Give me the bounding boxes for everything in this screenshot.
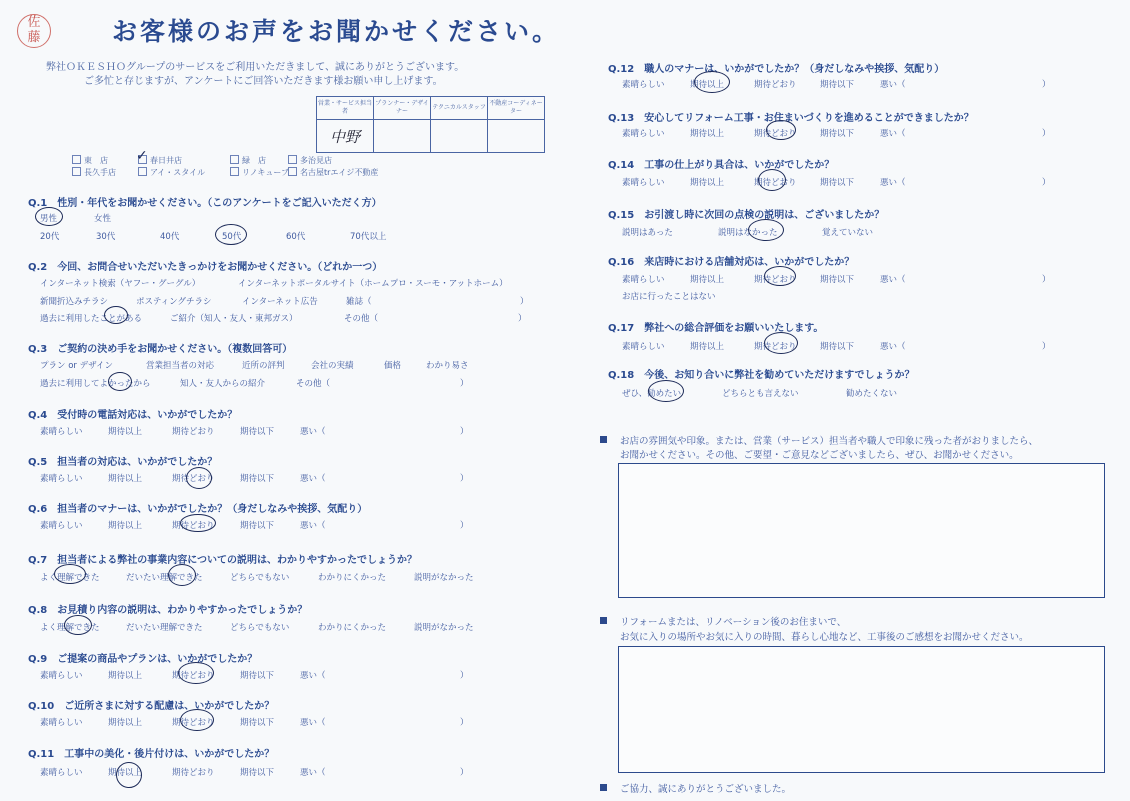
question-1: Q.1 性別・年代をお聞かせください。（このアンケートをご記入いただく方） (28, 198, 382, 209)
option-age[interactable]: 20代 (40, 232, 60, 242)
paren-close: ） (460, 474, 469, 484)
thanks-text: ご協力、誠にありがとうございました。 (620, 784, 792, 795)
option-flyer[interactable]: 新聞折込みチラシ (40, 297, 109, 307)
store-label: 多治見店 (300, 156, 332, 165)
rate-bad[interactable]: 悪い（ (300, 768, 326, 778)
rate-above[interactable]: 期待以上 (690, 129, 725, 139)
checkbox[interactable] (230, 155, 239, 164)
seal-stamp (17, 14, 51, 48)
store-label: 長久手店 (84, 168, 116, 177)
option-not-recommend[interactable]: 勧めたくない (846, 389, 898, 399)
intro-line-2: ご多忙と存じますが、アンケートにご回答いただきます様お願い申し上げます。 (84, 76, 443, 87)
rate-expected[interactable]: 期待どおり (172, 521, 215, 531)
question-4: Q.4 受付時の電話対応は、いかがでしたか？ (28, 410, 238, 421)
question-8: Q.8 お見積り内容の説明は、わかりやすかったでしょうか？ (28, 605, 308, 616)
rate-bad[interactable]: 悪い（ (880, 342, 906, 352)
option-age[interactable]: 50代 (222, 232, 242, 242)
rate-expected[interactable]: 期待どおり (754, 80, 797, 90)
rate-bad[interactable]: 悪い（ (300, 474, 326, 484)
rate-expected[interactable]: 期待どおり (172, 768, 215, 778)
question-11: Q.11 工事中の美化・後片付けは、いかがでしたか？ (28, 749, 275, 760)
comment-1-prompt-b: お聞かせください。その他、ご要望・ご意見などございましたら、ぜひ、お聞かせください。 (620, 450, 1019, 461)
comment-2-prompt-b: お気に入りの場所やお気に入りの時間、暮らし心地など、工事後のご感想をお聞かせください。 (620, 632, 1029, 643)
rate-expected[interactable]: 期待どおり (754, 178, 797, 188)
rate-excellent[interactable]: 素晴らしい (622, 129, 665, 139)
comment-2-prompt-a: リフォームまたは、リノベーション後のお住まいで、 (620, 617, 847, 628)
checkbox[interactable] (72, 167, 81, 176)
understand-mostly[interactable]: だいたい理解できた (126, 623, 203, 633)
question-7: Q.7 担当者による弊社の事業内容についての説明は、わかりやすかったでしょうか？ (28, 555, 418, 566)
rate-bad[interactable]: 悪い（ (880, 80, 906, 90)
checkbox[interactable] (138, 167, 147, 176)
question-9: Q.9 ご提案の商品やプランは、いかがでしたか？ (28, 654, 258, 665)
question-13: Q.13 安心してリフォーム工事・お住まいづくりを進めることができましたか？ (608, 113, 974, 124)
staff-sign-cell[interactable] (317, 120, 374, 153)
rate-expected[interactable]: 期待どおり (172, 474, 215, 484)
question-18: Q.18 今後、お知り合いに弊社を勧めていただけますでしょうか？ (608, 370, 915, 381)
rate-expected[interactable]: 期待どおり (172, 718, 215, 728)
store-label: 春日井店 (150, 156, 182, 165)
rate-above[interactable]: 期待以上 (108, 671, 143, 681)
paren-close: ） (520, 297, 529, 307)
rate-expected[interactable]: 期待どおり (754, 129, 797, 139)
understand-hard[interactable]: わかりにくかった (318, 623, 387, 633)
store-option[interactable] (288, 167, 378, 178)
rate-excellent[interactable]: 素晴らしい (622, 178, 665, 188)
paren-close: ） (460, 379, 469, 389)
paren-close: ） (460, 718, 469, 728)
store-option[interactable] (72, 155, 108, 166)
rate-excellent[interactable]: 素晴らしい (40, 718, 83, 728)
paren-close: ） (518, 314, 527, 324)
store-option[interactable] (72, 167, 116, 178)
checkbox[interactable] (288, 167, 297, 176)
comment-2-textarea[interactable] (618, 646, 1105, 773)
option-web-ad[interactable]: インターネット広告 (242, 297, 318, 307)
question-15: Q.15 お引渡し時に次回の点検の説明は、ございましたか？ (608, 210, 885, 221)
store-option[interactable] (230, 167, 289, 178)
paren-close: ） (460, 427, 469, 437)
rate-below[interactable]: 期待以下 (820, 342, 855, 352)
option-clarity[interactable]: わかり易さ (426, 361, 469, 371)
option-male[interactable]: 男性 (40, 214, 58, 224)
store-label: 名古屋trエイジ不動産 (300, 168, 379, 177)
rate-below[interactable]: 期待以下 (240, 521, 275, 531)
option-neutral[interactable]: どちらとも言えない (722, 389, 799, 399)
staff-cell-planner[interactable] (374, 120, 431, 153)
rate-excellent[interactable]: 素晴らしい (40, 768, 83, 778)
option-magazine[interactable]: 雑誌（ (346, 297, 372, 307)
staff-cell-tech[interactable] (431, 120, 488, 153)
option-dont-remember[interactable]: 覚えていない (822, 228, 874, 238)
paren-close: ） (1042, 178, 1051, 188)
understand-hard[interactable]: わかりにくかった (318, 573, 387, 583)
intro-line-1: 弊社ＯＫＥＳＨＯグループのサービスをご利用いただきまして、誠にありがとうございます。 (46, 62, 465, 73)
seal-bottom-char: 藤 (27, 30, 41, 45)
rate-excellent[interactable]: 素晴らしい (622, 275, 665, 285)
option-reputation[interactable]: 近所の評判 (242, 361, 285, 371)
question-12: Q.12 職人のマナーは、いかがでしたか？（身だしなみや挨拶、気配り） (608, 64, 945, 75)
paren-close: ） (460, 768, 469, 778)
rate-bad[interactable]: 悪い（ (880, 178, 906, 188)
rate-excellent[interactable]: 素晴らしい (622, 342, 665, 352)
option-other[interactable]: その他（ (296, 379, 331, 389)
store-option[interactable] (288, 155, 332, 166)
staff-cell-realestate[interactable] (488, 120, 545, 153)
rate-below[interactable]: 期待以下 (240, 427, 275, 437)
rate-below[interactable]: 期待以下 (820, 275, 855, 285)
rate-above[interactable]: 期待以上 (108, 474, 143, 484)
seal-top-char: 佐 (27, 15, 41, 30)
rate-bad[interactable]: 悪い（ (880, 275, 906, 285)
rate-below[interactable]: 期待以下 (240, 474, 275, 484)
rate-above[interactable]: 期待以上 (690, 275, 725, 285)
page-title: お客様のお声をお聞かせください。 (112, 17, 561, 46)
store-option[interactable] (230, 155, 266, 166)
question-16: Q.16 来店時における店舗対応は、いかがでしたか？ (608, 257, 855, 268)
rate-bad[interactable]: 悪い（ (300, 427, 326, 437)
understand-neutral[interactable]: どちらでもない (230, 573, 290, 583)
rate-expected[interactable]: 期待どおり (754, 342, 797, 352)
option-age[interactable]: 30代 (96, 232, 116, 242)
option-friend[interactable]: 知人・友人からの紹介 (180, 379, 266, 389)
rate-below[interactable]: 期待以下 (240, 671, 275, 681)
option-posting[interactable]: ポスティングチラシ (136, 297, 212, 307)
rate-bad[interactable]: 悪い（ (880, 129, 906, 139)
option-referral[interactable]: ご紹介（知人・友人・東邦ガス） (170, 314, 298, 324)
rate-excellent[interactable]: 素晴らしい (40, 521, 83, 531)
option-age[interactable]: 40代 (160, 232, 180, 242)
option-web-search[interactable]: インターネット検索（ヤフー・グーグル） (40, 279, 201, 289)
comment-1-textarea[interactable] (618, 463, 1105, 598)
understand-well[interactable]: よく理解できた (40, 623, 100, 633)
understand-none[interactable]: 説明がなかった (414, 623, 474, 633)
comment-1-prompt-a: お店の雰囲気や印象。または、営業（サービス）担当者や職人で印象に残った者がおりましたら、 (620, 436, 1039, 447)
staff-header-realestate: 不動産コーディネーター (488, 97, 545, 120)
rate-bad[interactable]: 悪い（ (300, 718, 326, 728)
option-plan[interactable]: プラン or デザイン (40, 361, 114, 371)
option-portal[interactable]: インターネットポータルサイト（ホームプロ・スーモ・アットホーム） (238, 279, 508, 289)
rate-above[interactable]: 期待以上 (690, 178, 725, 188)
store-option[interactable] (138, 167, 205, 178)
checkbox[interactable] (230, 167, 239, 176)
rate-below[interactable]: 期待以下 (820, 129, 855, 139)
question-10: Q.10 ご近所さまに対する配慮は、いかがでしたか？ (28, 701, 275, 712)
rate-above[interactable]: 期待以上 (108, 521, 143, 531)
option-age[interactable]: 60代 (286, 232, 306, 242)
paren-close: ） (1042, 129, 1051, 139)
rate-expected[interactable]: 期待どおり (172, 427, 215, 437)
question-17: Q.17 弊社への総合評価をお願いいたします。 (608, 323, 824, 334)
rate-below[interactable]: 期待以下 (820, 178, 855, 188)
rate-excellent[interactable]: 素晴らしい (40, 474, 83, 484)
rate-excellent[interactable]: 素晴らしい (40, 671, 83, 681)
rate-bad[interactable]: 悪い（ (300, 671, 326, 681)
staff-signature: 中野 (329, 127, 360, 146)
bullet-square-icon (600, 436, 607, 443)
option-past-good[interactable]: 過去に利用してよかったから (40, 379, 151, 389)
store-label: リノキューブ (242, 168, 289, 177)
checkbox[interactable] (288, 155, 297, 164)
staff-header-planner: プランナー・デザイナー (374, 97, 431, 120)
question-5: Q.5 担当者の対応は、いかがでしたか？ (28, 457, 218, 468)
store-label: 緑 店 (242, 156, 266, 165)
question-2: Q.2 今回、お問合せいただいたきっかけをお聞かせください。（どれか一つ） (28, 262, 383, 273)
option-age[interactable]: 70代以上 (350, 232, 387, 242)
rate-above[interactable]: 期待以上 (108, 768, 143, 778)
rate-above[interactable]: 期待以上 (690, 80, 725, 90)
option-track-record[interactable]: 会社の実績 (311, 361, 354, 371)
store-label: 東 店 (84, 156, 108, 165)
rate-bad[interactable]: 悪い（ (300, 521, 326, 531)
rate-expected[interactable]: 期待どおり (172, 671, 215, 681)
rate-above[interactable]: 期待以上 (690, 342, 725, 352)
check-mark-icon: ✓ (136, 148, 148, 164)
staff-table (316, 96, 545, 153)
option-other[interactable]: その他（ (344, 314, 379, 324)
paren-close: ） (1042, 342, 1051, 352)
option-not-explained[interactable]: 説明はなかった (718, 228, 778, 238)
staff-header-sales: 営業・サービス担当者 (317, 97, 374, 120)
understand-mostly[interactable]: だいたい理解できた (126, 573, 203, 583)
bullet-square-icon (600, 784, 607, 791)
paren-close: ） (1042, 80, 1051, 90)
option-past-use[interactable]: 過去に利用したことがある (40, 314, 143, 324)
store-label: アイ・スタイル (150, 168, 206, 177)
option-never-visited[interactable]: お店に行ったことはない (622, 292, 716, 302)
rate-excellent[interactable]: 素晴らしい (40, 427, 83, 437)
option-price[interactable]: 価格 (384, 361, 402, 371)
rate-below[interactable]: 期待以下 (240, 768, 275, 778)
checkbox[interactable] (72, 155, 81, 164)
option-recommend[interactable]: ぜひ、勧めたい (622, 389, 682, 399)
question-6: Q.6 担当者のマナーは、いかがでしたか？（身だしなみや挨拶、気配り） (28, 504, 368, 515)
option-explained[interactable]: 説明はあった (622, 228, 673, 238)
rate-above[interactable]: 期待以上 (108, 427, 143, 437)
paren-close: ） (460, 521, 469, 531)
understand-neutral[interactable]: どちらでもない (230, 623, 290, 633)
question-14: Q.14 工事の仕上がり具合は、いかがでしたか？ (608, 160, 835, 171)
paren-close: ） (1042, 275, 1051, 285)
rate-excellent[interactable]: 素晴らしい (622, 80, 665, 90)
understand-none[interactable]: 説明がなかった (414, 573, 474, 583)
bullet-square-icon (600, 617, 607, 624)
question-3: Q.3 ご契約の決め手をお聞かせください。（複数回答可） (28, 344, 293, 355)
rate-expected[interactable]: 期待どおり (754, 275, 797, 285)
rate-above[interactable]: 期待以上 (108, 718, 143, 728)
paren-close: ） (460, 671, 469, 681)
rate-below[interactable]: 期待以下 (240, 718, 275, 728)
option-sales-rep[interactable]: 営業担当者の対応 (146, 361, 215, 371)
staff-header-tech: テクニカルスタッフ (431, 97, 488, 120)
understand-well[interactable]: よく理解できた (40, 573, 100, 583)
rate-below[interactable]: 期待以下 (820, 80, 855, 90)
option-female[interactable]: 女性 (94, 214, 112, 224)
